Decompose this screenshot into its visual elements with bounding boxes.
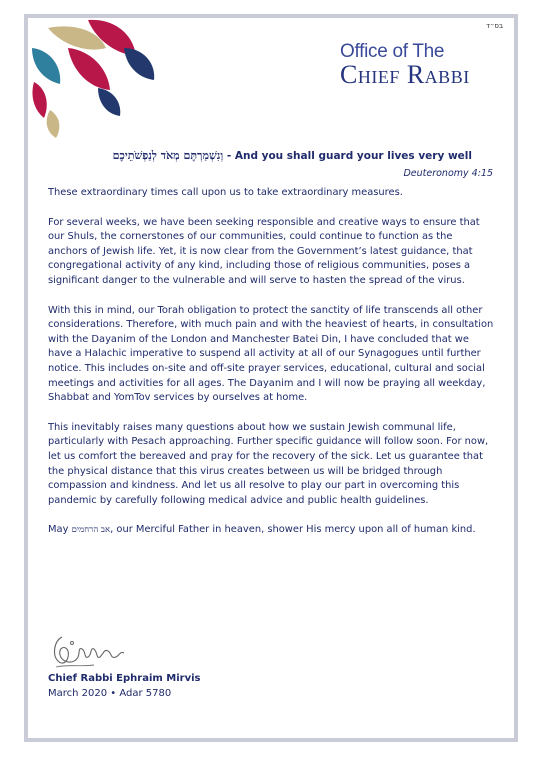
chief-rabbi-line: Chief Rabbi: [340, 60, 470, 89]
verse-english: And you shall guard your lives very well: [234, 150, 472, 162]
closing-end: , our Merciful Father in heaven, shower His mercy upon all of human kind.: [110, 524, 476, 536]
paragraph-2: For several weeks, we have been seeking responsible and creative ways to ensure that our Shuls, the cornerstones of our communities, could continue to function as the anchors of Jewish life. Yet, it is now clear from the Government’s latest guidance, that congregational activity of any kind, including those of religious communities, poses a significant danger to the vulnerable and will serve to hasten the spread of the virus.: [48, 216, 480, 286]
paragraph-1: These extraordinary times call upon us to take extraordinary measures.: [48, 187, 403, 198]
paragraph-3: With this in mind, our Torah obligation to protect the sanctity of life transcends all other considerations. Therefore, with much pain and with the heaviest of hearts, in consultation with the Dayanim of the London and Manchester Batei Din, I have concluded that we have a Halachic imperative to suspend all activity at all of our Synagogues until further notice. This includes on-site and off-site prayer services, educational, cultural and social meetings and activities for all ages. The Dayanim and I will now be praying all weekday, Shabbat and YomTov services by ourselves at home.: [48, 304, 494, 404]
office-line: Office of The: [340, 41, 445, 62]
signer-name: Chief Rabbi Ephraim Mirvis: [48, 673, 201, 684]
letter-date: March 2020 • Adar 5780: [48, 688, 172, 699]
letter-body: [48, 186, 494, 548]
paragraph-4: This inevitably raises many questions about how we sustain Jewish communal life, particularly with Pesach approaching. Further specific guidance will follow soon. For now, let us comfort the bereaved and pray for the recovery of the sick. Let us guarantee that the physical distance that this virus creates between us will be bridged through compassion and kindness. And let us all resolve to play our part in overcoming this pandemic by carefully following medical advice and public health guidelines.: [48, 421, 489, 506]
closing-paragraph: [48, 523, 494, 538]
verse-separator: -: [223, 150, 235, 162]
verse-source: Deuteronomy 4:15: [403, 168, 493, 179]
closing-start: May: [48, 524, 72, 536]
closing-hebrew: אב הרחמים: [71, 525, 111, 536]
verse-hebrew: וְנִשְׁמַרְתֶּם מְאֹד לְנַפְשֹׁתֵיכֶם: [112, 149, 224, 162]
verse-line: [48, 149, 472, 162]
bsd-marker: בס״ד: [486, 22, 503, 30]
handwritten-signature-icon: [48, 631, 128, 673]
leaf-cluster-logo-icon: [28, 18, 158, 140]
